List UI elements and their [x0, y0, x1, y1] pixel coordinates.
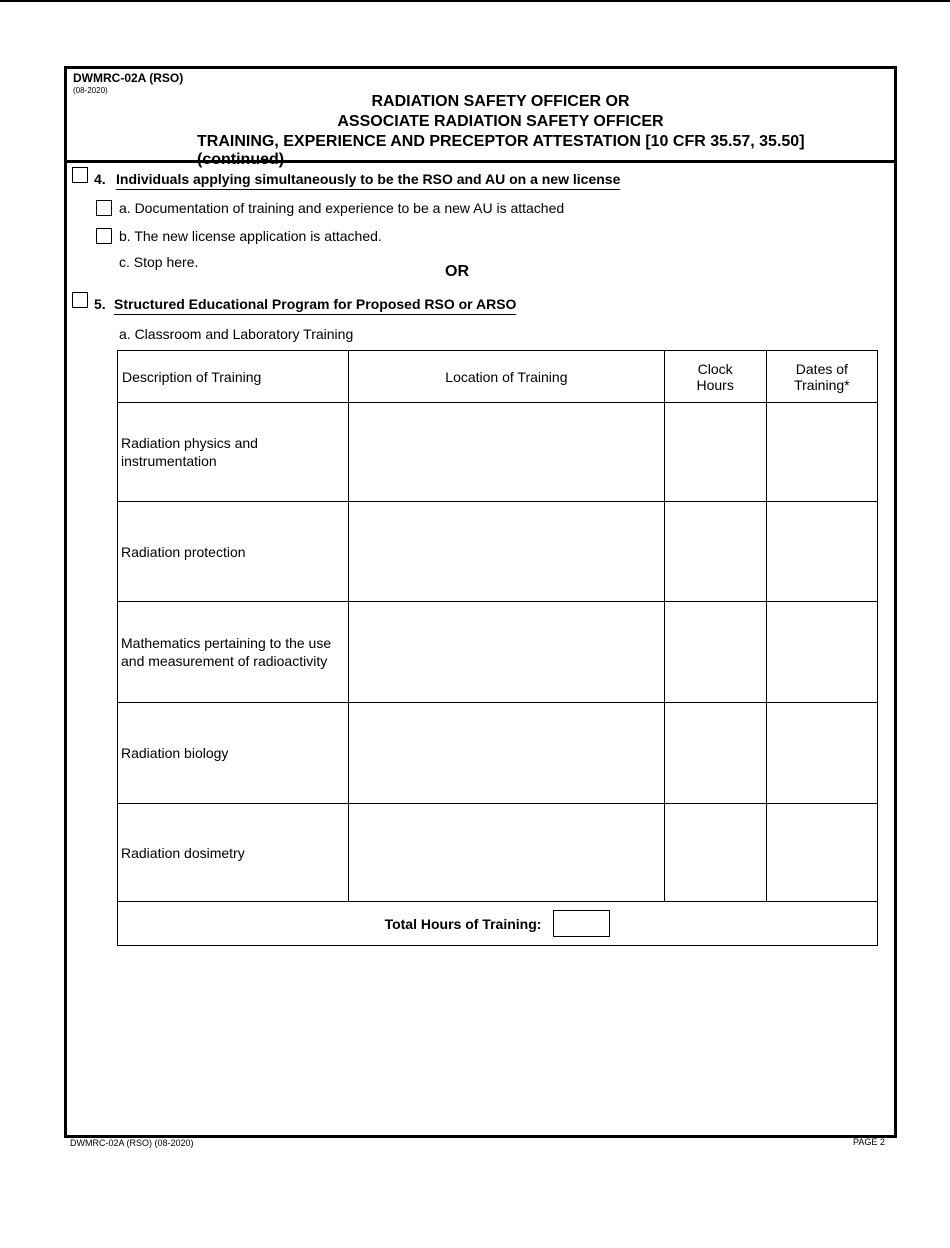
row-description: Radiation physics and instrumentation: [118, 403, 349, 502]
row-location-field[interactable]: [349, 502, 664, 602]
row-dates-field[interactable]: [766, 602, 877, 703]
section5-heading: Structured Educational Program for Proposed RSO or ARSO: [114, 296, 516, 315]
total-hours-field[interactable]: [553, 910, 610, 937]
section4-heading: Individuals applying simultaneously to be the RSO and AU on a new license: [116, 171, 620, 190]
total-cell: [118, 902, 878, 946]
form-title-line3: TRAINING, EXPERIENCE AND PRECEPTOR ATTESTATION [10 CFR 35.57, 35.50] (continued): [197, 133, 805, 168]
total-row: [118, 902, 878, 946]
form-header: [67, 69, 894, 168]
table-header-row: [118, 351, 878, 403]
section5-number: 5.: [94, 296, 106, 312]
form-title-line1: RADIATION SAFETY OFFICER OR: [371, 93, 630, 110]
row-description: Radiation protection: [118, 502, 349, 602]
row-hours-field[interactable]: [664, 502, 766, 602]
table-row: [118, 804, 878, 902]
table-row: [118, 403, 878, 502]
row-location-field[interactable]: [349, 703, 664, 804]
section5-checkbox[interactable]: [72, 292, 88, 308]
row-location-field[interactable]: [349, 804, 664, 902]
clock-hours-line2: Hours: [696, 376, 734, 393]
table-row: [118, 602, 878, 703]
row-description: Mathematics pertaining to the use and measurement of radioactivity: [118, 602, 349, 703]
col-header-description: Description of Training: [118, 351, 349, 403]
row-hours-field[interactable]: [664, 804, 766, 902]
footer-page-number: PAGE 2: [853, 1137, 885, 1147]
row-hours-field[interactable]: [664, 703, 766, 804]
row-dates-field[interactable]: [766, 804, 877, 902]
section4c-label: c. Stop here.: [119, 254, 199, 270]
training-table: [117, 350, 878, 946]
row-dates-field[interactable]: [766, 703, 877, 804]
total-wrap: [385, 910, 611, 937]
or-separator: OR: [445, 263, 469, 280]
row-description: Radiation dosimetry: [118, 804, 349, 902]
form-revision: (08-2020): [73, 86, 108, 95]
section4-checkbox[interactable]: [72, 167, 88, 183]
top-rule: [0, 0, 950, 2]
table-row: [118, 703, 878, 804]
section4b-checkbox[interactable]: [96, 228, 112, 244]
row-location-field[interactable]: [349, 403, 664, 502]
col-header-location: Location of Training: [349, 351, 664, 403]
total-label: Total Hours of Training:: [384, 915, 542, 932]
clock-hours-line1: Clock: [697, 360, 733, 377]
form-id: DWMRC-02A (RSO): [73, 71, 184, 85]
section5a-label: a. Classroom and Laboratory Training: [119, 326, 354, 342]
row-description: Radiation biology: [118, 703, 349, 804]
dates-line1: Dates of: [795, 360, 848, 377]
section4-number: 4.: [94, 171, 106, 187]
row-location-field[interactable]: [349, 602, 664, 703]
footer-form-id: DWMRC-02A (RSO) (08-2020): [70, 1138, 194, 1148]
col-header-dates: [766, 351, 877, 403]
section4a-label: a. Documentation of training and experience to be a new AU is attached: [119, 200, 565, 216]
dates-line2: Training*: [794, 376, 850, 393]
row-dates-field[interactable]: [766, 403, 877, 502]
col-header-clock-hours: [664, 351, 766, 403]
table-row: [118, 502, 878, 602]
section4b-label: b. The new license application is attached.: [119, 228, 382, 244]
row-dates-field[interactable]: [766, 502, 877, 602]
section4a-checkbox[interactable]: [96, 200, 112, 216]
form-title-line2: ASSOCIATE RADIATION SAFETY OFFICER: [337, 113, 664, 130]
row-hours-field[interactable]: [664, 602, 766, 703]
row-hours-field[interactable]: [664, 403, 766, 502]
